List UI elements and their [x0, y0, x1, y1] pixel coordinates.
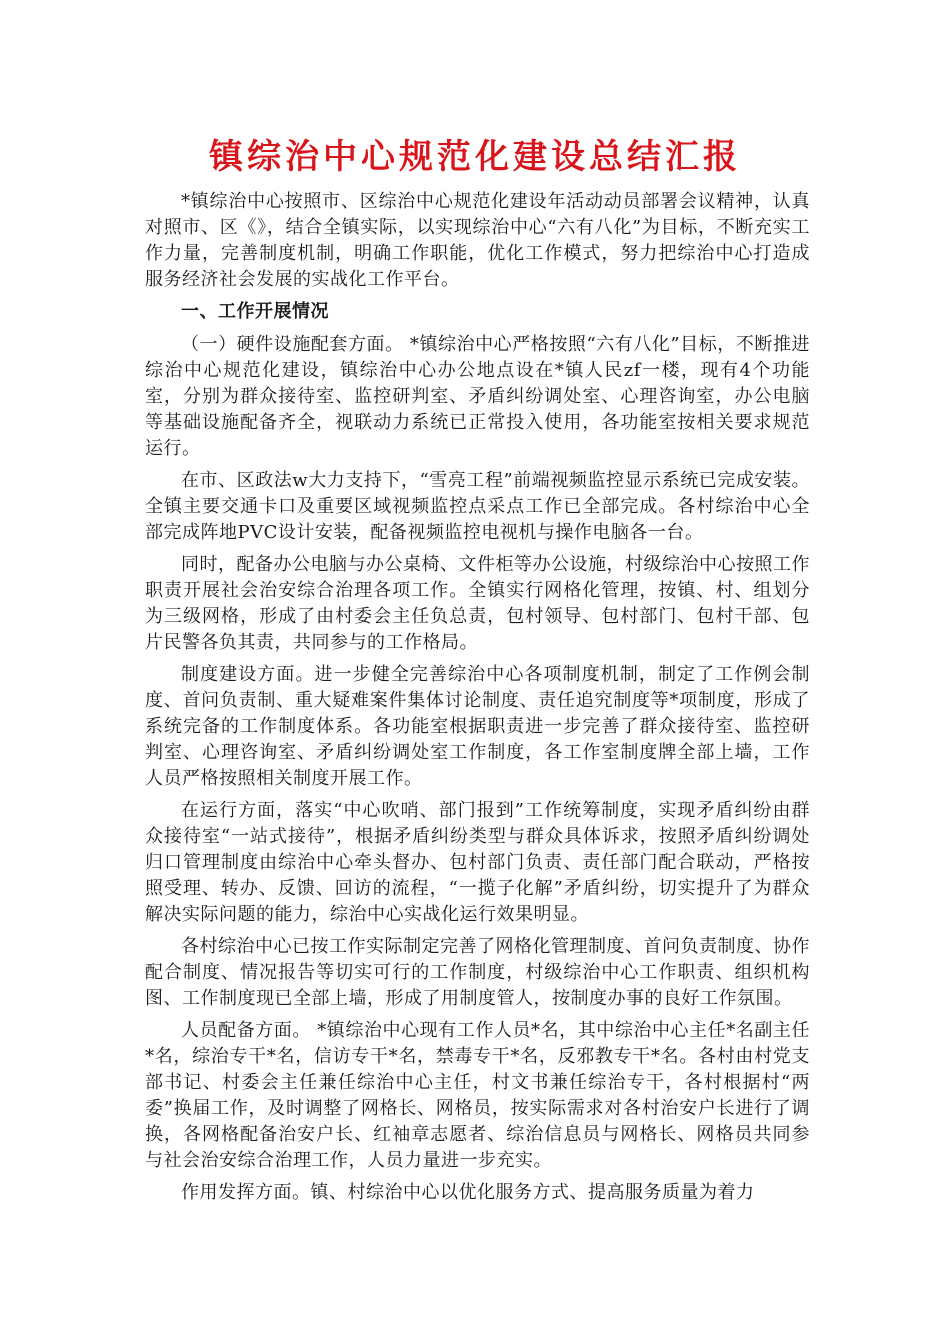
- paragraph-office-equipment: 同时，配备办公电脑与办公桌椅、文件柜等办公设施，村级综治中心按照工作职责开展社会治安综合治理各项工作。全镇实行网格化管理，按镇、村、组划分为三级网格，形成了由村委会主任负总责，包村领导、包村部门、包村干部、包片民警各负其责，共同参与的工作格局。: [145, 554, 810, 653]
- paragraph-village-centers: 各村综治中心已按工作实际制定完善了网格化管理制度、首问负责制度、协作配合制度、情况报告等切实可行的工作制度，村级综治中心工作职责、组织机构图、工作制度现已全部上墙，形成了用制度管人，按制度办事的良好工作氛围。: [145, 936, 810, 1009]
- paragraph-role-play: 作用发挥方面。镇、村综治中心以优化服务方式、提高服务质量为着力: [181, 1182, 755, 1203]
- paragraph-system-building: 制度建设方面。进一步健全完善综治中心各项制度机制，制定了工作例会制度、首问负责制、重大疑难案件集体讨论制度、责任追究制度等*项制度，形成了系统完备的工作制度体系。各功能室根据职责进一步完善了群众接待室、监控研判室、心理咨询室、矛盾纠纷调处室工作制度，各工作室制度牌全部上墙，工作人员严格按照相关制度开展工作。: [145, 664, 810, 789]
- document-body: [145, 189, 810, 1212]
- paragraph-staffing: 人员配备方面。 *镇综治中心现有工作人员*名，其中综治中心主任*名副主任*名，综治专干*名，信访专干*名，禁毒专干*名，反邪教专干*名。各村由村党支部书记、村委会主任兼任综治中心主任，村文书兼任综治专干，各村根据村“两委”换届工作，及时调整了网格长、网格员，按实际需求对各村治安户长进行了调换，各网格配备治安户长、红袖章志愿者、综治信息员与网格长、网格员共同参与社会治安综合治理工作，人员力量进一步充实。: [145, 1020, 810, 1171]
- paragraph-hardware-facilities: （一）硬件设施配套方面。 *镇综治中心严格按照“六有八化”目标，不断推进综治中心规范化建设，镇综治中心办公地点设在*镇人民zf一楼，现有4个功能室，分别为群众接待室、监控研判室、矛盾纠纷调处室、心理咨询室，办公电脑等基础设施配备齐全，视联动力系统已正常投入使用，各功能室按相关要求规范运行。: [145, 334, 810, 459]
- paragraph-operation: 在运行方面，落实“中心吹哨、部门报到”工作统筹制度，实现矛盾纠纷由群众接待室“一站式接待”，根据矛盾纠纷类型与群众具体诉求，按照矛盾纠纷调处归口管理制度由综治中心牵头督办、包村部门负责、责任部门配合联动，严格按照受理、转办、反馈、回访的流程，“一揽子化解”矛盾纠纷，切实提升了为群众解决实际问题的能力，综治中心实战化运行效果明显。: [145, 800, 810, 925]
- intro-paragraph: *镇综治中心按照市、区综治中心规范化建设年活动动员部署会议精神，认真对照市、区《》，结合全镇实际，以实现综治中心“六有八化”为目标，不断充实工作力量，完善制度机制，明确工作职能，优化工作模式，努力把综治中心打造成服务经济社会发展的实战化工作平台。: [145, 191, 810, 290]
- section-heading-work-progress: 一、工作开展情况: [181, 301, 329, 322]
- document-title: 镇综治中心规范化建设总结汇报: [209, 137, 741, 177]
- paragraph-video-monitoring: 在市、区政法w大力支持下，“雪亮工程”前端视频监控显示系统已完成安装。全镇主要交通卡口及重要区域视频监控点采点工作已全部完成。各村综治中心全部完成阵地PVC设计安装，配备视频监控电视机与操作电脑各一台。: [145, 470, 810, 543]
